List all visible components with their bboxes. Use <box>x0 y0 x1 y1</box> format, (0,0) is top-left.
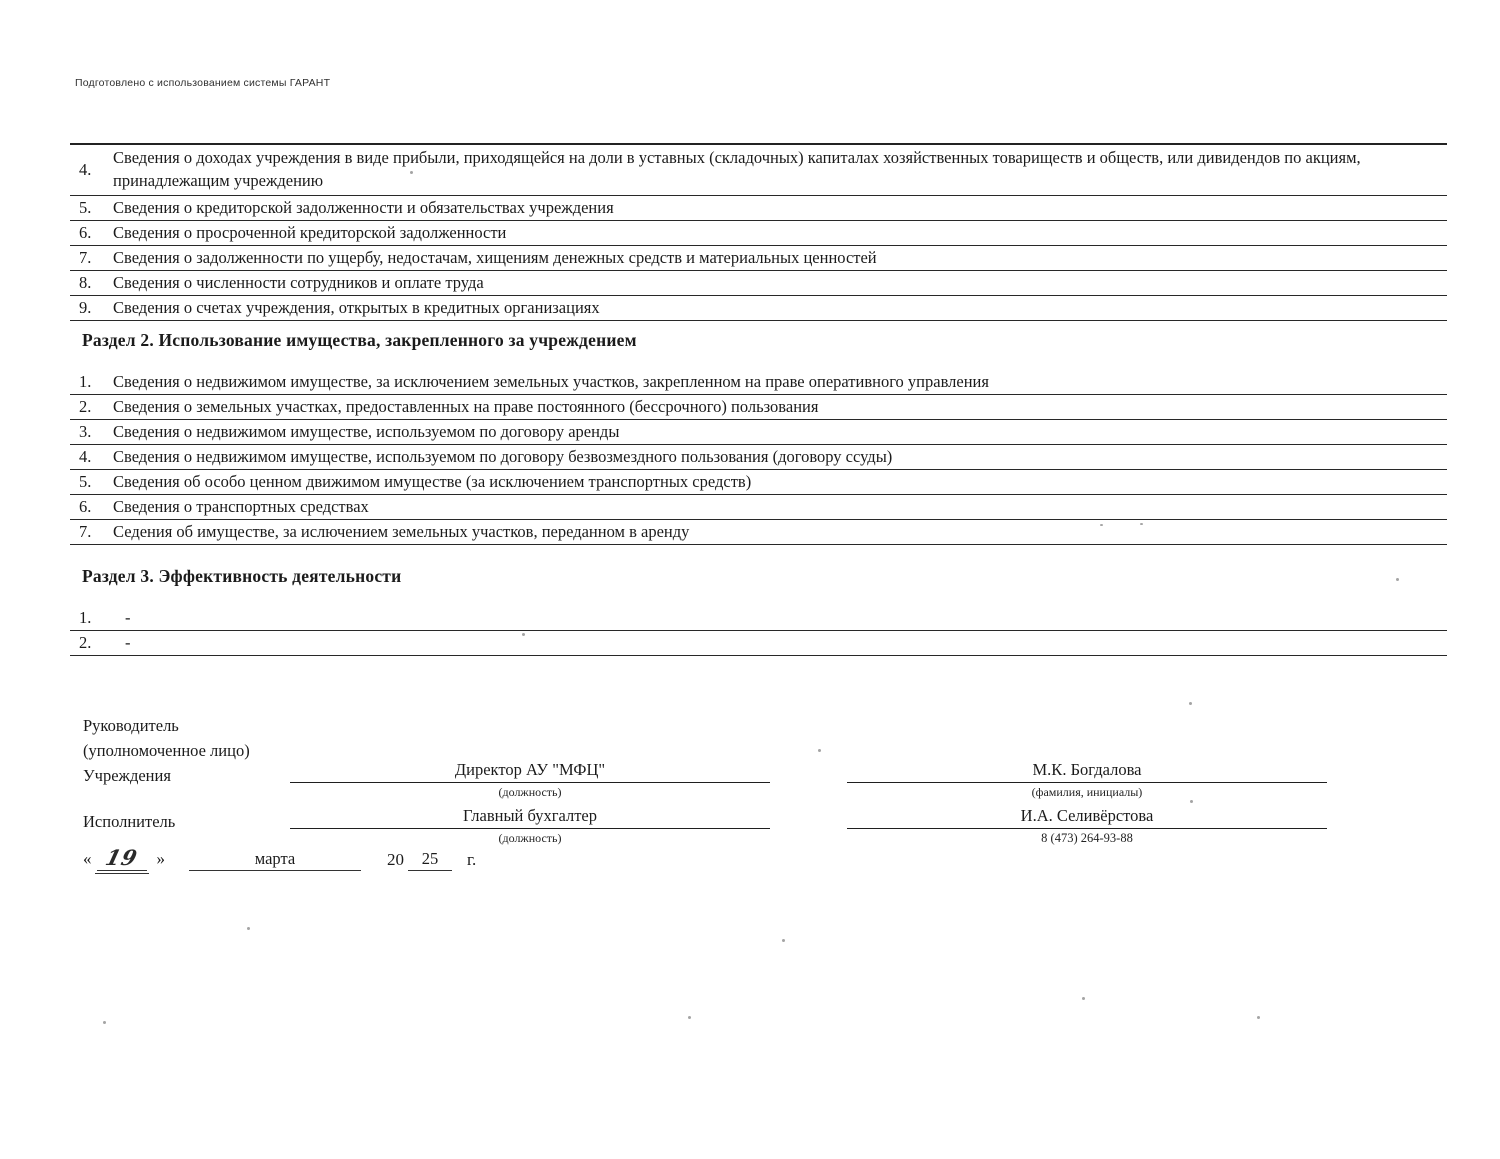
scan-noise-dot <box>247 927 250 930</box>
item-number: 2. <box>79 397 92 416</box>
list-item <box>70 370 1447 395</box>
executor-name-value: И.А. Селивёрстова <box>847 806 1327 829</box>
open-quote: « <box>83 849 92 868</box>
head-label-line3: Учреждения <box>83 766 171 785</box>
item-text: Сведения о численности сотрудников и оплате труда <box>113 273 484 292</box>
item-number: 5. <box>79 472 92 491</box>
section2-items-list <box>70 370 1447 545</box>
scan-noise-dot <box>818 749 821 752</box>
list-item <box>70 445 1447 470</box>
list-item <box>70 470 1447 495</box>
head-label-line1: Руководитель <box>83 716 179 735</box>
scan-noise-dot <box>1189 702 1192 705</box>
item-text: Сведения о транспортных средствах <box>113 497 369 516</box>
list-item <box>70 520 1447 545</box>
head-position-field <box>290 760 770 800</box>
list-item <box>70 145 1447 196</box>
item-text: Сведения о счетах учреждения, открытых в кредитных организациях <box>113 298 600 317</box>
handwritten-day: 19 <box>102 845 141 870</box>
item-text: Сведения о кредиторской задолженности и обязательствах учреждения <box>113 198 614 217</box>
item-number: 4. <box>79 160 92 179</box>
executor-position-field <box>290 806 770 846</box>
scan-noise-dot <box>1257 1016 1260 1019</box>
item-number: 8. <box>79 273 92 292</box>
list-item <box>70 495 1447 520</box>
item-number: 9. <box>79 298 92 317</box>
scan-noise-dot <box>1396 578 1399 581</box>
item-text: Сведения о недвижимом имуществе, используемом по договору аренды <box>113 422 620 441</box>
item-text: Сведения о задолженности по ущербу, недостачам, хищениям денежных средств и материальных ценностей <box>113 248 877 267</box>
item-text: Сведения о недвижимом имуществе, за исключением земельных участков, закрепленном на праве оперативного управления <box>113 372 989 391</box>
head-name-field <box>847 760 1327 800</box>
list-item <box>70 420 1447 445</box>
head-label-line2: (уполномоченное лицо) <box>83 741 250 760</box>
head-name-caption: (фамилия, инициалы) <box>1031 785 1143 799</box>
head-position-caption: (должность) <box>498 785 562 799</box>
scan-noise-dot <box>103 1021 106 1024</box>
month-field: марта <box>189 849 361 871</box>
executor-position-value: Главный бухгалтер <box>290 806 770 829</box>
executor-label: Исполнитель <box>83 812 176 831</box>
head-position-value: Директор АУ "МФЦ" <box>290 760 770 783</box>
list-item <box>70 296 1447 321</box>
item-number: 3. <box>79 422 92 441</box>
scan-noise-dot <box>522 633 525 636</box>
scan-noise-dot <box>1082 997 1085 1000</box>
item-text: Сведения о недвижимом имуществе, используемом по договору безвозмездного пользования (договору ссуды) <box>113 447 893 466</box>
item-number: 5. <box>79 198 92 217</box>
scan-noise-dot <box>1140 523 1143 525</box>
item-text: Сведения о доходах учреждения в виде прибыли, приходящейся на доли в уставных (складочных) капиталах хозяйственных товариществ и обществ, или дивидендов по акциям, принадлежащим учреждению <box>113 148 1361 190</box>
item-text: - <box>125 608 131 627</box>
section3-items-list <box>70 606 1447 656</box>
item-number: 6. <box>79 497 92 516</box>
item-text: - <box>125 633 131 652</box>
scan-noise-dot <box>782 939 785 942</box>
item-text: Сведения об особо ценном движимом имуществе (за исключением транспортных средств) <box>113 472 752 491</box>
item-number: 1. <box>79 608 92 627</box>
garant-watermark: Подготовлено с использованием системы ГАРАНТ <box>75 77 331 89</box>
list-item <box>70 246 1447 271</box>
section2-heading: Раздел 2. Использование имущества, закрепленного за учреждением <box>82 330 637 350</box>
scan-noise-dot <box>1190 800 1193 803</box>
section1-items-list <box>70 143 1447 321</box>
list-item <box>70 606 1447 631</box>
list-item <box>70 395 1447 420</box>
item-number: 7. <box>79 248 92 267</box>
scan-noise-dot <box>688 1016 691 1019</box>
date-line <box>83 847 476 871</box>
item-text: Седения об имуществе, за ислючением земельных участков, переданном в аренду <box>113 522 690 541</box>
executor-name-field <box>847 806 1327 846</box>
section3-heading: Раздел 3. Эффективность деятельности <box>82 566 402 586</box>
item-number: 4. <box>79 447 92 466</box>
head-name-value: М.К. Богдалова <box>847 760 1327 783</box>
item-number: 6. <box>79 223 92 242</box>
list-item <box>70 271 1447 296</box>
item-text: Сведения о земельных участках, предоставленных на праве постоянного (бессрочного) пользования <box>113 397 819 416</box>
day-field <box>97 847 147 871</box>
item-number: 7. <box>79 522 92 541</box>
executor-position-caption: (должность) <box>498 831 562 845</box>
close-quote: » <box>156 849 165 868</box>
year-label: г. <box>467 850 477 869</box>
item-number: 2. <box>79 633 92 652</box>
year-prefix: 20 <box>387 850 404 869</box>
scan-noise-dot <box>410 171 413 174</box>
list-item <box>70 196 1447 221</box>
item-text: Сведения о просроченной кредиторской задолженности <box>113 223 507 242</box>
list-item <box>70 221 1447 246</box>
scan-noise-dot <box>1100 524 1103 526</box>
year-field: 25 <box>408 849 452 871</box>
item-number: 1. <box>79 372 92 391</box>
executor-phone: 8 (473) 264-93-88 <box>1041 831 1133 845</box>
list-item <box>70 631 1447 656</box>
